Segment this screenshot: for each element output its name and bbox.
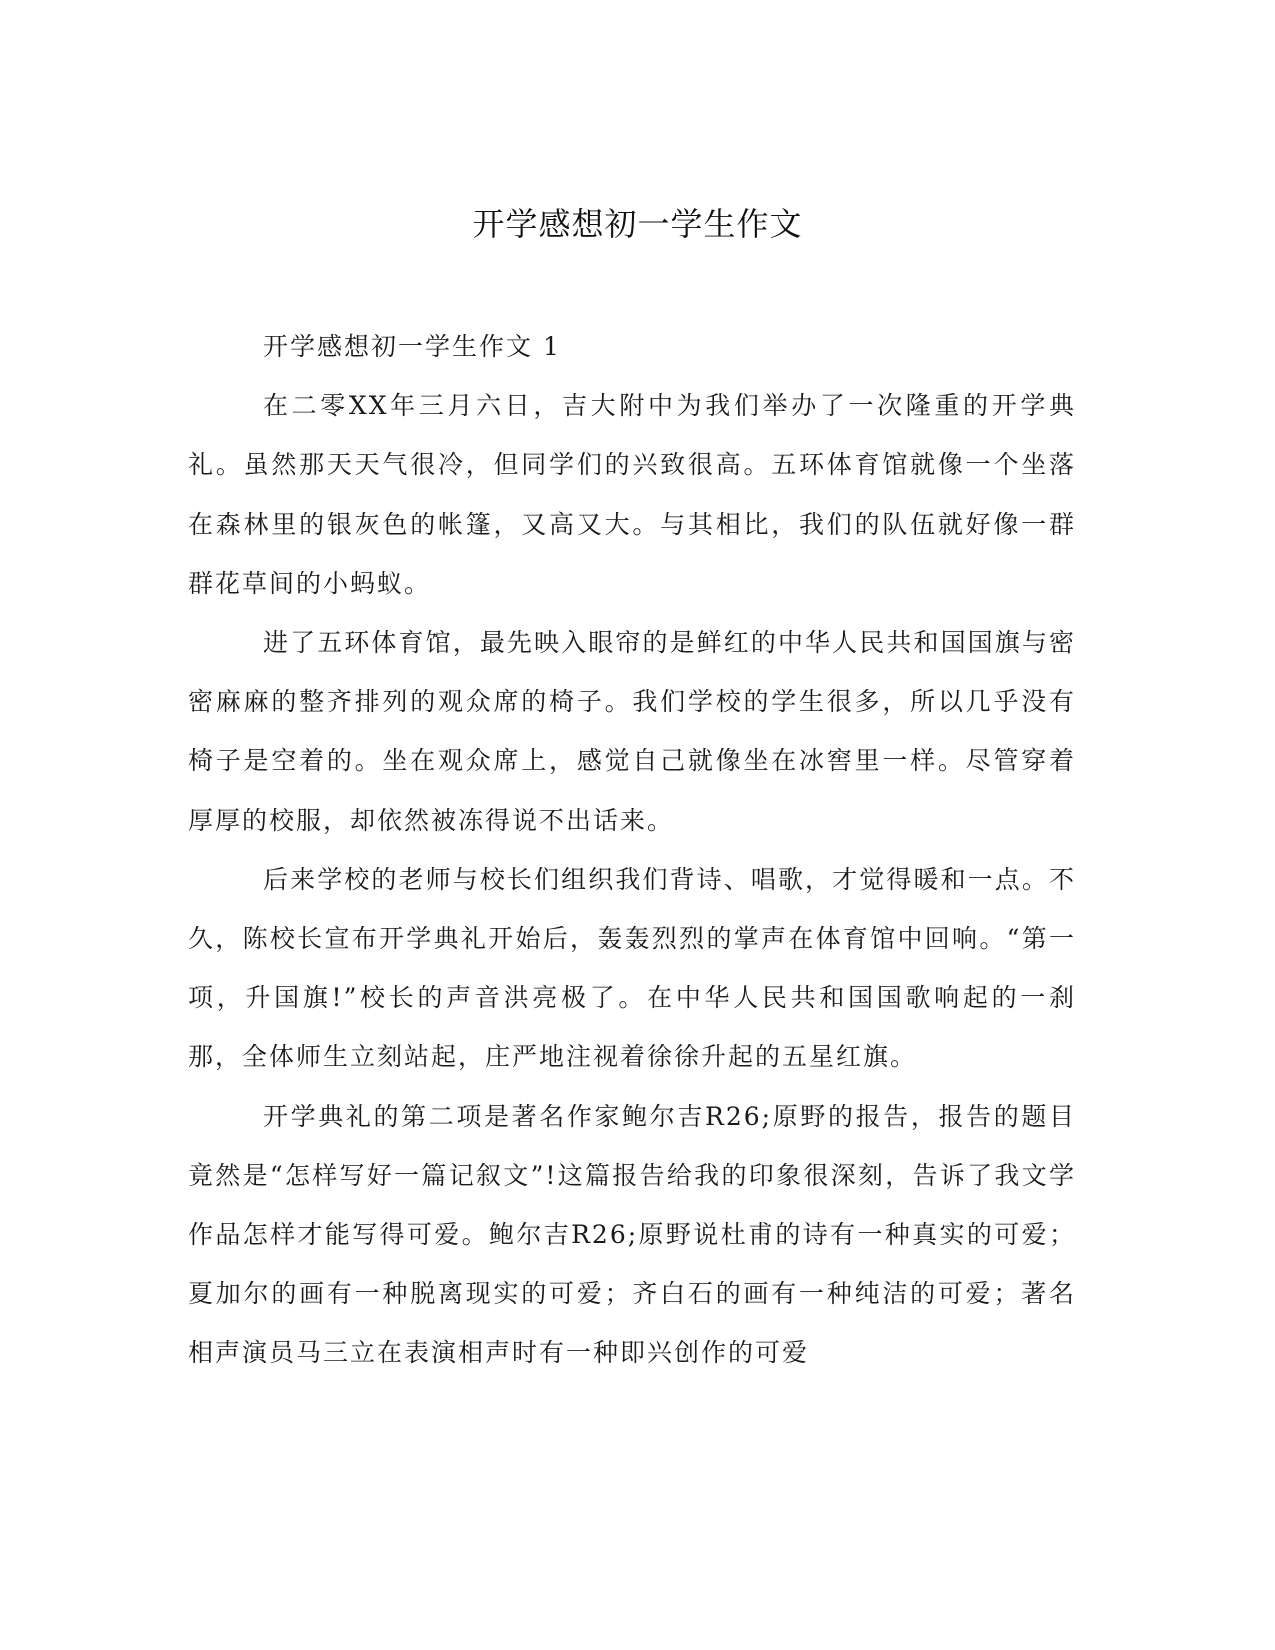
document-title: 开学感想初一学生作文 xyxy=(472,205,803,243)
paragraph: 在二零XX年三月六日，吉大附中为我们举办了一次隆重的开学典礼。虽然那天天气很冷，但同学们的兴致很高。五环体育馆就像一个坐落在森林里的银灰色的帐篷，又高又大。与其相比，我们的队伍就好像一群群花草间的小蚂蚁。 xyxy=(188,391,1076,598)
paragraph: 进了五环体育馆，最先映入眼帘的是鲜红的中华人民共和国国旗与密密麻麻的整齐排列的观众席的椅子。我们学校的学生很多，所以几乎没有椅子是空着的。坐在观众席上，感觉自己就像坐在冰窖里一样。尽管穿着厚厚的校服，却依然被冻得说不出话来。 xyxy=(188,628,1076,835)
paragraph: 开学典礼的第二项是著名作家鲍尔吉R26;原野的报告，报告的题目竟然是“怎样写好一篇记叙文”!这篇报告给我的印象很深刻，告诉了我文学作品怎样才能写得可爱。鲍尔吉R26;原野说杜甫的诗有一种真实的可爱；夏加尔的画有一种脱离现实的可爱；齐白石的画有一种纯洁的可爱；著名相声演员马三立在表演相声时有一种即兴创作的可爱 xyxy=(188,1101,1076,1368)
document-body xyxy=(188,317,1076,1383)
section-heading: 开学感想初一学生作文 1 xyxy=(263,332,561,361)
paragraph: 后来学校的老师与校长们组织我们背诗、唱歌，才觉得暖和一点。不久，陈校长宣布开学典礼开始后，轰轰烈烈的掌声在体育馆中回响。“第一项，升国旗!”校长的声音洪亮极了。在中华人民共和国国歌响起的一刹那，全体师生立刻站起，庄严地注视着徐徐升起的五星红旗。 xyxy=(188,864,1076,1072)
